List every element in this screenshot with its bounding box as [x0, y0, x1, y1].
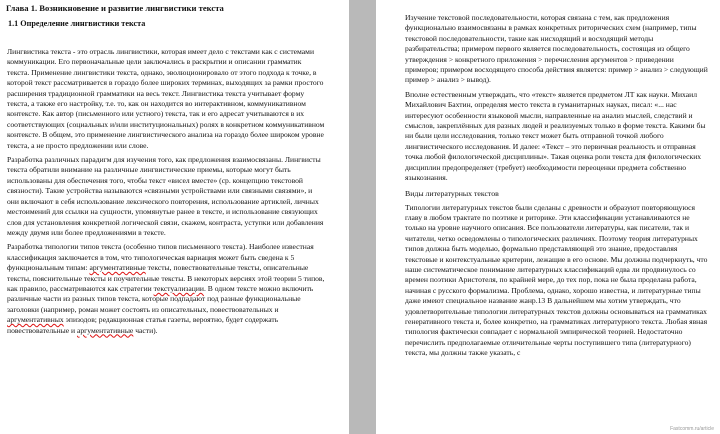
chapter-title: Глава 1. Возникновение и развитие лингвистики текста: [6, 3, 224, 13]
left-page-body: [7, 47, 325, 336]
paragraph: Вполне естественным утверждать, что «текст» является предметом ЛТ как науки. Михаил Михайлович Бахтин, определяя место текста в гуманитарных науках, писал: «... нас интересуют особенности языковой мысли, направленные на анализ мыслей, следствий и смыслов, закреплённых для разных людей и реализуемых только в форме текста. Какими бы ни были цели исследования, только текст может быть отправной точкой любого лингвистического исследования. И далее: «Текст – это первичная реальность и отправная точка любой филологической дисциплины». Такая оценка роли текста для филологических дисциплин предопределяет (требует) необходимости переоценки предмета собственно языкознания.: [405, 89, 706, 183]
paragraph: Изучение текстовой последовательности, которая связана с тем, как предложения функционально взаимосвязаны в рамках конкретных риторических схем (например, типы текстовой последовательности, такие как нисходящий и восходящий методы разбирательства; примером первого является последовательность, состоящая из общего утверждения > конкретного приложения > перечисления аргументов > приведении примеров; примером восходящего способа действия является: пример > анализ > следующий пример > анализ > вывод).: [405, 13, 708, 85]
watermark-text: Fastcomm.ru/article: [670, 426, 714, 432]
spellcheck-word[interactable]: аргументативные: [89, 263, 146, 273]
section-heading: Виды литературных текстов: [405, 188, 499, 198]
text-run: Разработка типологии типов текста (особенно типов письменного текста). Наиболее известная классификация заключается в том, что типологическая вариация может быть сведена к 5 функциональным типам:: [7, 242, 314, 273]
paragraph: [7, 242, 325, 336]
paragraph: Лингвистика текста - это отрасль лингвистики, которая имеет дело с текстами как с системами коммуникации. Его первоначальные цели заключались в раскрытии и описании грамматик текста. Применение лингвистики текста, однако, эволюционировало от этого подхода к точке, в которой текст рассматривается в гораздо более широких терминах, выходящих за рамки простого расширения традиционной грамматики на весь текст. Лингвистика текста учитывает форму текста, а также его настройку, т.е. то, как он находится во интерактивном, коммуникативном контексте. Как автор (письменного или устного) текста, так и его адресат учитываются в их соответствующих (социальных и/или институциональных) ролях в конкретном коммуникативном контексте. В общем, это применение лингвистического анализа на гораздо более широком уровне текста, а не просто предложении или слове.: [7, 47, 325, 150]
document-page-left: [0, 0, 349, 434]
text-run: . В одном тексте можно включить различные части из разных типов текста, которые подпадают под разные функциональные заголовки (например, роман может состоять из описательных, повествовательных и: [7, 283, 314, 314]
paragraph: Разработка различных парадигм для изучения того, как предложения взаимосвязаны. Лингвисты текста обратили внимание на различные лингвистические приемы, которые могут быть использованы для обеспечения того, чтобы текст «висел вместе» (ср. концепцию текстовой связности). Такие устройства называются «связными устройствами или связными связями», и они включают в себя использование лексического повторения, использование артиклей, личных местоимений для ссылки на сущности, упомянутые ранее в тексте, и использование связующих слов для установления конкретной логической связи, скажем, контраста, уступки или добавления между двумя или более предложениями в тексте.: [7, 155, 324, 237]
document-page-right: [376, 0, 720, 434]
text-run: части).: [133, 325, 158, 335]
spellcheck-word[interactable]: текстуализации: [153, 283, 204, 293]
text-run: тексты, повествовательные тексты, описательные тексты, пояснительные тексты и поучительные тексты. В некоторых версиях этой теории 5 типов, как правило, рассматриваются как стратегии: [7, 263, 325, 293]
spellcheck-word[interactable]: аргументативных: [7, 315, 64, 325]
section-title: 1.1 Определение лингвистики текста: [8, 19, 146, 28]
paragraph: Типологии литературных текстов были сделаны с древности и образуют повторяющуюся главу в любом трактате по поэтике и риторике. Эти классификации устанавливаются не только на уровне научного описания. Все пользователи литературы, как писатели, так и читатели, четко осведомлены о типологических различиях. Поэтому теория литературных типов должна быть моделью, формально представляющей это знание, предоставляя текстовые и контекстуальные критерии, лежащие в его основе. Мы должны подчеркнуть, что наше систематическое понимание литературных классификаций едва ли продвинулось со времен поэтики Аристотеля, по крайней мере, до тех пор, пока не была проделана работа, начиная с русского формализма. Проблема, однако, хорошо известна, и литературные типы даже имеют специальное название жанр.13 В дальнейшем мы хотим утверждать, что удовлетворительные типологии литературных текстов должны основываться на грамматиках генеративного текста и, более конкретно, на грамматиках литературного текста. Любая явная типология фактически совпадает с нормальной эмпирической теорией. Недостаточно перечислить предполагаемые отличительные черты поступившего типа (литературного) текста, мы должны также указать, с: [405, 202, 708, 358]
right-page-body: [405, 13, 708, 359]
spellcheck-word[interactable]: аргументативные: [76, 325, 134, 335]
text-run: эпизодов; редакционная статья газеты, вероятно, будет содержать повествовательные и: [7, 315, 279, 335]
